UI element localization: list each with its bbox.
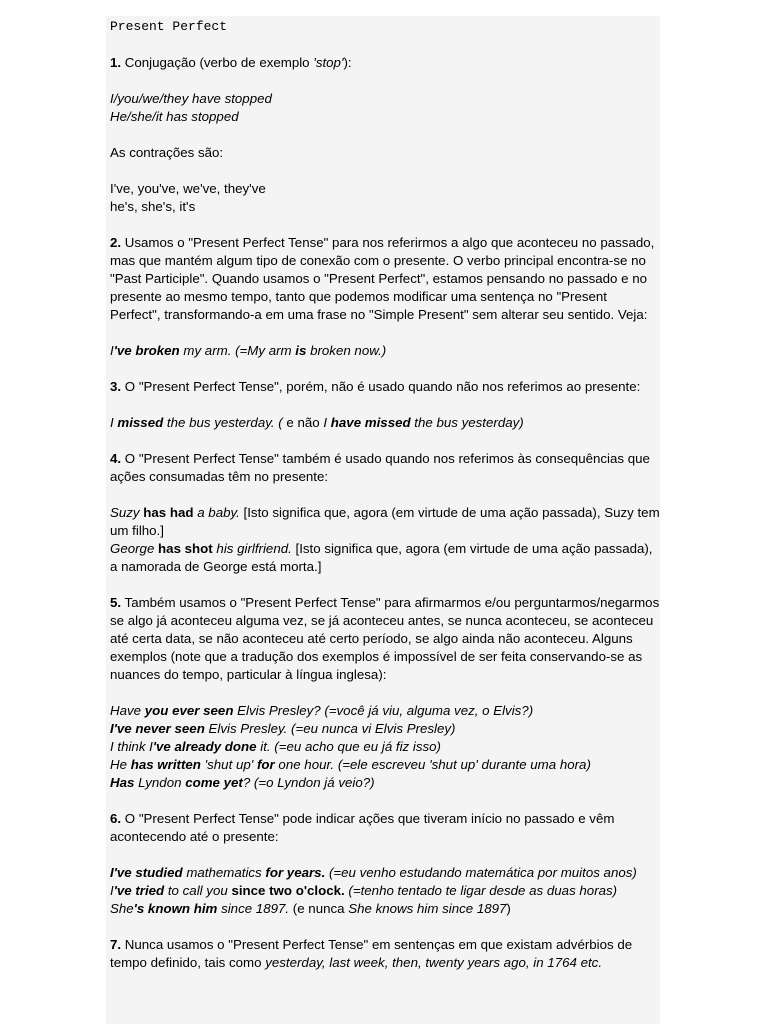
document-title: Present Perfect (110, 19, 228, 34)
section-6-example-2: I've tried to call you since two o'clock. (=tenho tentado te ligar desde as duas horas) (110, 883, 618, 898)
section-5-example-2: I've never seen Elvis Presley. (=eu nunca vi Elvis Presley) (110, 721, 456, 736)
section-5-example-1: Have you ever seen Elvis Presley? (=você já viu, alguma vez, o Elvis?) (110, 703, 534, 718)
section-4-text: 4. O "Present Perfect Tense" também é usado quando nos referimos às consequências que ações consumadas têm no presente: (110, 451, 650, 484)
contractions-label: As contrações são: (110, 145, 224, 160)
section-1-example-2: He/she/it has stopped (110, 109, 239, 124)
section-2-example: I've broken my arm. (=My arm is broken now.) (110, 343, 387, 358)
section-1-intro: 1. Conjugação (verbo de exemplo 'stop'): (110, 55, 352, 70)
contractions-line-2: he's, she's, it's (110, 199, 196, 214)
section-1-example-1: I/you/we/they have stopped (110, 91, 272, 106)
section-5-example-3: I think I've already done it. (=eu acho que eu já fiz isso) (110, 739, 441, 754)
section-3-text: 3. O "Present Perfect Tense", porém, não é usado quando não nos referimos ao presente: (110, 379, 641, 394)
section-2-text: 2. Usamos o "Present Perfect Tense" para nos referirmos a algo que aconteceu no passado, mas que mantém algum tipo de conexão com o presente. O verbo principal encontra-se no "Past Participle". Quando usamos o "Present Perfect", estamos pensando no passado e no presente ao mesmo tempo, tanto que podemos modificar uma sentença no "Present Perfect", transformando-a em uma frase no "Simple Present" sem alterar seu sentido. Veja: (110, 235, 655, 322)
document-page (106, 16, 660, 1024)
section-4-example-1: Suzy has had a baby. [Isto significa que, agora (em virtude de uma ação passada), Suzy tem um filho.] (110, 505, 660, 538)
contractions-line-1: I've, you've, we've, they've (110, 181, 266, 196)
section-6-text: 6. O "Present Perfect Tense" pode indicar ações que tiveram início no passado e vêm acontecendo até o presente: (110, 811, 615, 844)
section-5-text: 5. Também usamos o "Present Perfect Tense" para afirmarmos e/ou perguntarmos/negarmos se algo já aconteceu alguma vez, se já aconteceu antes, se nunca aconteceu, se aconteceu até certa data, se não aconteceu até certo período, se algo ainda não aconteceu. Alguns exemplos (note que a tradução dos exemplos é impossível de ser feita conservando-se as nuances do tempo, particular à língua inglesa): (110, 595, 660, 682)
section-6-example-3: She's known him since 1897. (e nunca She knows him since 1897) (110, 901, 511, 916)
section-3-example: I missed the bus yesterday. ( e não I have missed the bus yesterday) (110, 415, 524, 430)
section-4-example-2: George has shot his girlfriend. [Isto significa que, agora (em virtude de uma ação passada), a namorada de George está morta.] (110, 541, 653, 574)
section-5-example-5: Has Lyndon come yet? (=o Lyndon já veio?) (110, 775, 375, 790)
section-5-example-4: He has written 'shut up' for one hour. (=ele escreveu 'shut up' durante uma hora) (110, 757, 591, 772)
section-7-text: 7. Nunca usamos o "Present Perfect Tense" em sentenças em que existam advérbios de tempo definido, tais como yesterday, last week, then, twenty years ago, in 1764 etc. (110, 937, 633, 970)
section-6-example-1: I've studied mathematics for years. (=eu venho estudando matemática por muitos anos) (110, 865, 637, 880)
